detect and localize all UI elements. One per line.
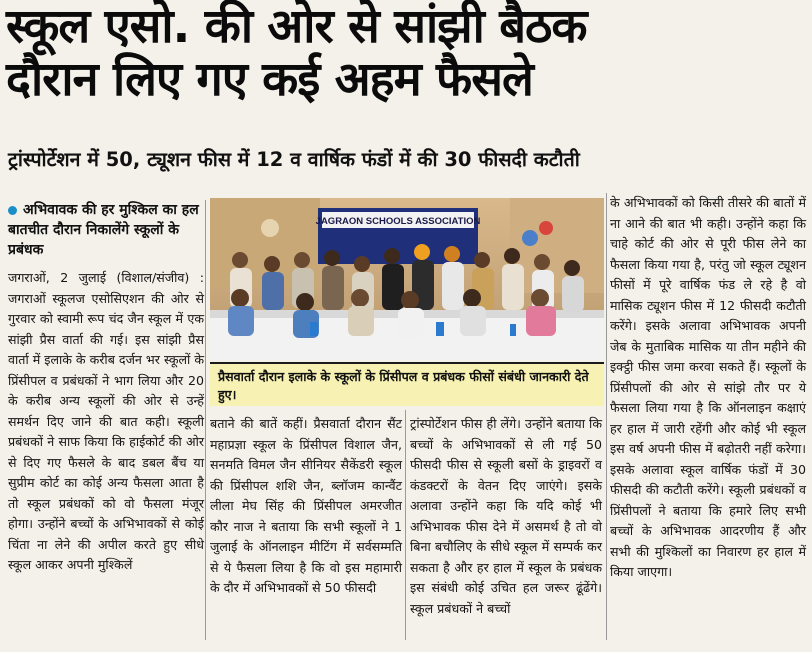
headline <box>6 0 806 106</box>
article-column-2: बताने की बातें कहीं। प्रैसवार्ता दौरान सैंट महाप्रज्ञा स्कूल के प्रिंसीपल विशाल जैन, सनमति विमल जैन सीनियर सैकेंडरी स्कूल की प्रिंसीपल शशि जैन, ब्लॉजम कान्वैंट लीला मेघ सिंह की प्रिंसीपल अमरजीत कौर नाज ने बताया कि सभी स्कूलों ने 1 जुलाई के ऑनलाइन मीटिंग में सर्वसम्मति से ये फैसला लिया है कि वो इस महामारी के दौर में अभिभावकों से 50 फीसदी <box>210 416 402 595</box>
subheadline: ट्रांस्पोर्टेशन में 50, ट्यूशन फीस में 12 व वार्षिक फंडों में की 30 फीसदी कटौती <box>8 148 580 171</box>
bullet-icon <box>8 206 17 215</box>
photo-illustration <box>210 198 604 360</box>
headline-line-2: दौरान लिए गए कई अहम फैसले <box>6 52 533 107</box>
kicker-box <box>8 200 204 260</box>
kicker-text: अभिवावक की हर मुश्किल का हल बातचीत दौरान निकालेंगे स्कूलों के प्रबंधक <box>8 202 199 258</box>
press-conference-photo <box>210 198 604 360</box>
column-divider <box>405 410 406 640</box>
photo-caption: प्रैसवार्ता दौरान इलाके के स्कूलों के प्रिंसीपल व प्रबंधक फीसों संबंधी जानकारी देते हुए। <box>210 362 604 406</box>
headline-line-1: स्कूल एसो. की ओर से सांझी बैठक <box>6 0 587 54</box>
article-column-4: के अभिभावकों को किसी तीसरे की बातों में ना आने की बात भी कही। उन्होंने कहा कि चाहे कोर्ट की ओर से पूरी फीस लेने का फैसला किया गया है, परंतु जो स्कूल ट्यूशन फीसों में पूरे वार्षिक फंड ले रहे है वो मासिक ट्यूशन फीस में 12 फीसदी कटौती करेंगे। इसके अलावा अभिभावक अपनी जेब के मुताबिक मासिक या तीन महीने की इक्ट्ठी फीस जमा करवा सकते हैं। स्कूलों के प्रिंसीपलों की ओर से सांझे तौर पर ये फैसला लिया गया है कि ऑनलाइन कक्षाएं हर हाल में जारी रहेंगी और कोई भी स्कूल इस वर्ष अपनी फीस में बढ़ोतरी नहीं करेगा। इसके अलावा स्कूल वार्षिक फंडों में 30 फीसदी की कटौती करेंगे। स्कूली प्रबंधकों व प्रिंसीपलों ने बताया कि हमारे लिए सभी बच्चों के अभिभावक आदरणीय हैं और सभी की मुश्किलों का निवारण हर हाल में किया जाएगा। <box>610 195 806 579</box>
article-column-3: ट्रांस्पोर्टेशन फीस ही लेंगे। उन्होंने बताया कि बच्चों के अभिभावकों से ली गई 50 फीसदी फीस से स्कूली बसों के ड्राइवरों व कंडक्टरों के वेतन दिए जाएंगे। इसके अलावा उन्होंने कहा कि यदि कोई भी अभिभावक फीस देने में असमर्थ है तो वो बिना बचौलिए के सीधे स्कूल में सम्पर्क कर सकता है और हर हाल में स्कूल के प्रबंधक इस संबंधी कोई उचित हल जरूर ढूंढेंगे। स्कूल प्रबंधकों ने बच्चों <box>410 416 602 616</box>
banner-text: JAGRAON SCHOOLS ASSOCIATION <box>315 216 481 227</box>
column-divider <box>205 200 206 640</box>
column-divider <box>606 193 607 640</box>
article-column-1: जगराओं, 2 जुलाई (विशाल/संजीव) : जगराओं स्कूलज एसोसिएशन की ओर से गुरवार को स्वामी रूप चंद जैन स्कूल में एक सांझी प्रैस वार्ता की गई। इस सांझी प्रैस वार्ता में इलाके के करीब दर्जन भर स्कूलों के प्रिंसीपल व प्रबंधकों ने भाग लिया और 20 के करीब अन्य स्कूलों की ओर से उन्हें समर्थन दिए जाने की बात कही। स्कूली प्रबंधकों ने साफ किया कि हाईकोर्ट की ओर से दिए गए फैसले के बाद डबल बैंच या सुप्रीम कोर्ट का कोई अन्य फैसला आता है तो स्कूल प्रबंधकों को वो फैसला मंजूर होगा। उन्होंने बच्चों के अभिभावकों से कोई चिंता ना लेने की अपील करते हुए सीधे स्कूल आकर अपनी मुश्किलें <box>8 270 204 572</box>
